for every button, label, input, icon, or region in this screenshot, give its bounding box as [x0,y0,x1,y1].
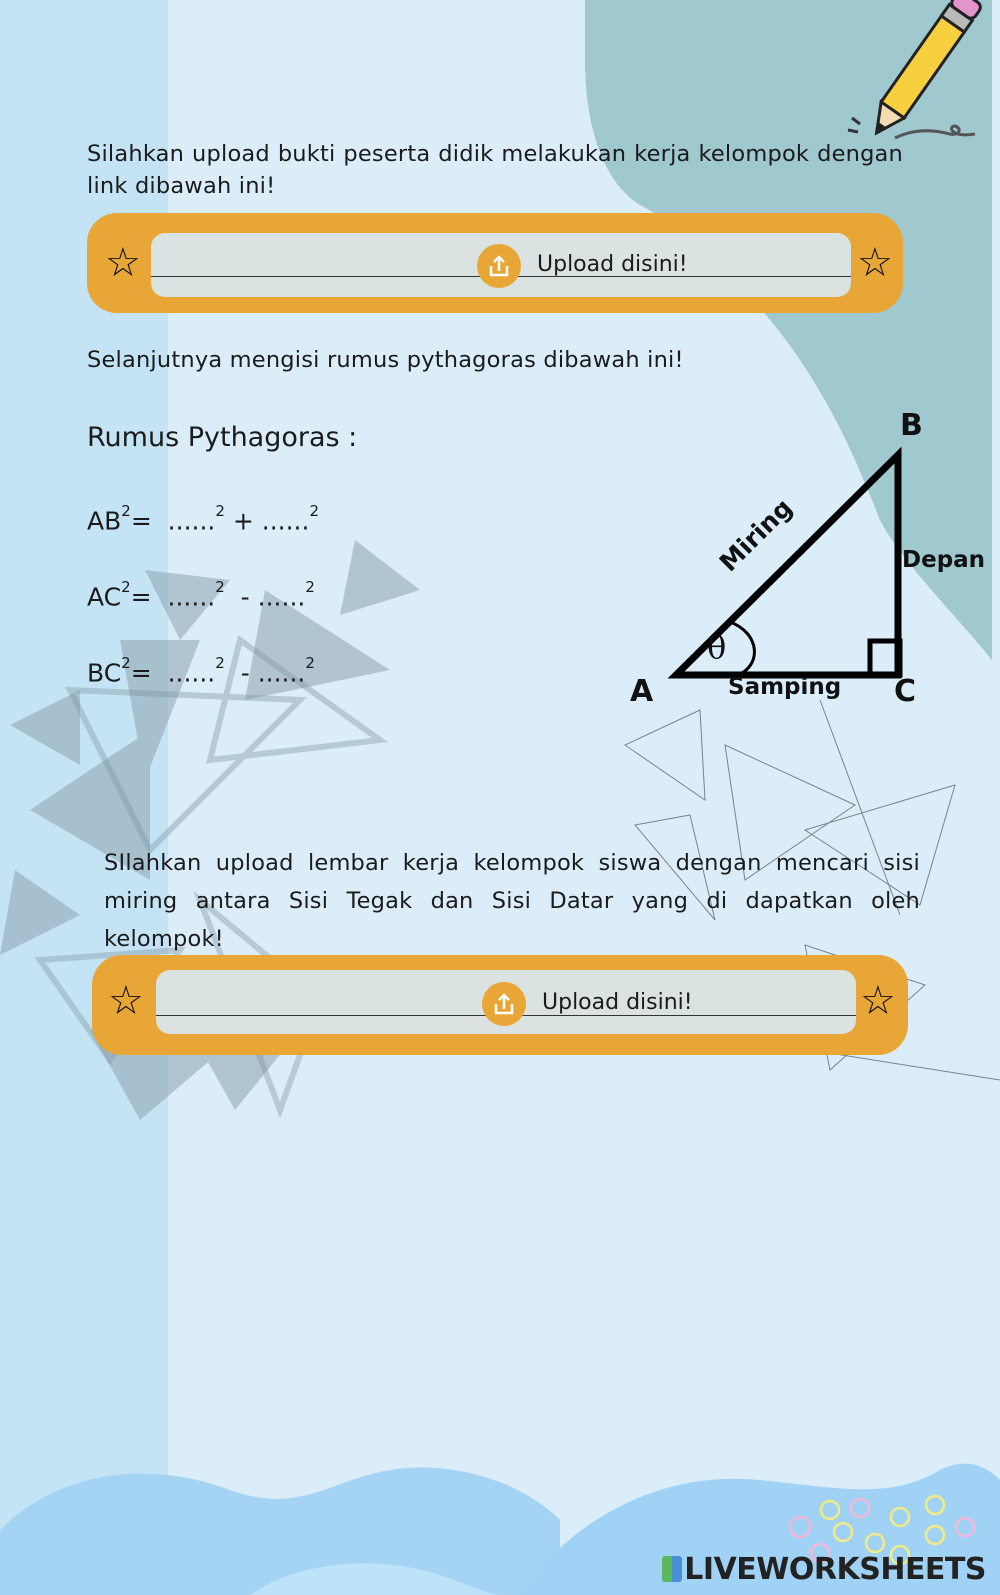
star-icon: ☆ [108,978,144,1024]
vertex-c-label: C [894,674,917,709]
formula-row-bc [87,652,315,688]
formula-blank-1[interactable]: ...... [167,658,216,688]
star-icon: ☆ [860,978,896,1024]
formula-operator: - [240,658,250,688]
formula-blank-2[interactable]: ...... [257,658,306,688]
formula-instruction: Selanjutnya mengisi rumus pythagoras dibawah ini! [87,347,684,373]
adjacent-side-label: Samping [728,674,842,700]
formula-exponent: 2 [121,502,131,520]
formula-title: Rumus Pythagoras : [87,422,358,453]
upload-banner-1 [87,213,903,313]
upload-button-1[interactable] [151,233,851,297]
upload-icon [482,982,526,1026]
formula-exponent: 2 [121,654,131,672]
formula-row-ac [87,576,315,612]
formula-blank-2[interactable]: ...... [261,506,310,536]
formula-blank-1[interactable]: ...... [167,506,216,536]
right-triangle-diagram [620,405,1000,715]
formula-equals: = [130,506,152,536]
logo-icon [662,1556,682,1582]
upload-instruction-1: Silahkan upload bukti peserta didik melakukan kerja kelompok dengan link dibawah ini! [87,141,903,199]
formula-exponent: 2 [215,502,225,520]
wave-left [0,1467,560,1595]
upload-icon [477,244,521,288]
hypotenuse-label: Miring [713,493,798,578]
formula-equals: = [130,582,152,612]
formula-exponent: 2 [309,502,319,520]
upload-instruction-2: SIlahkan upload lembar kerja kelompok siswa dengan mencari sisi miring antara Sisi Tegak dan Sisi Datar yang di dapatkan oleh kelompok! [104,850,920,952]
logo-text: LIVEWORKSHEETS [684,1552,986,1587]
upload-label-2: Upload disini! [542,990,693,1015]
liveworksheets-logo[interactable] [662,1552,986,1587]
opposite-side-label: Depan [902,547,986,573]
formula-exponent: 2 [305,578,315,596]
upload-banner-2 [92,955,908,1055]
formula-lhs: BC [87,658,122,688]
formula-exponent: 2 [215,578,225,596]
formula-lhs: AB [87,506,122,536]
vertex-b-label: B [900,408,923,443]
formula-row-ab [87,500,319,536]
formula-operator: + [232,506,254,536]
formula-blank-2[interactable]: ...... [257,582,306,612]
angle-theta-label: θ [707,628,727,666]
vertex-a-label: A [630,674,654,709]
formula-exponent: 2 [121,578,131,596]
formula-exponent: 2 [305,654,315,672]
formula-lhs: AC [87,582,122,612]
upload-label-1: Upload disini! [537,252,688,277]
angle-arc [730,622,754,675]
upload-button-2[interactable] [156,970,856,1034]
star-icon: ☆ [857,240,893,286]
formula-exponent: 2 [215,654,225,672]
formula-operator: - [240,582,250,612]
formula-blank-1[interactable]: ...... [167,582,216,612]
formula-equals: = [130,658,152,688]
star-icon: ☆ [105,240,141,286]
